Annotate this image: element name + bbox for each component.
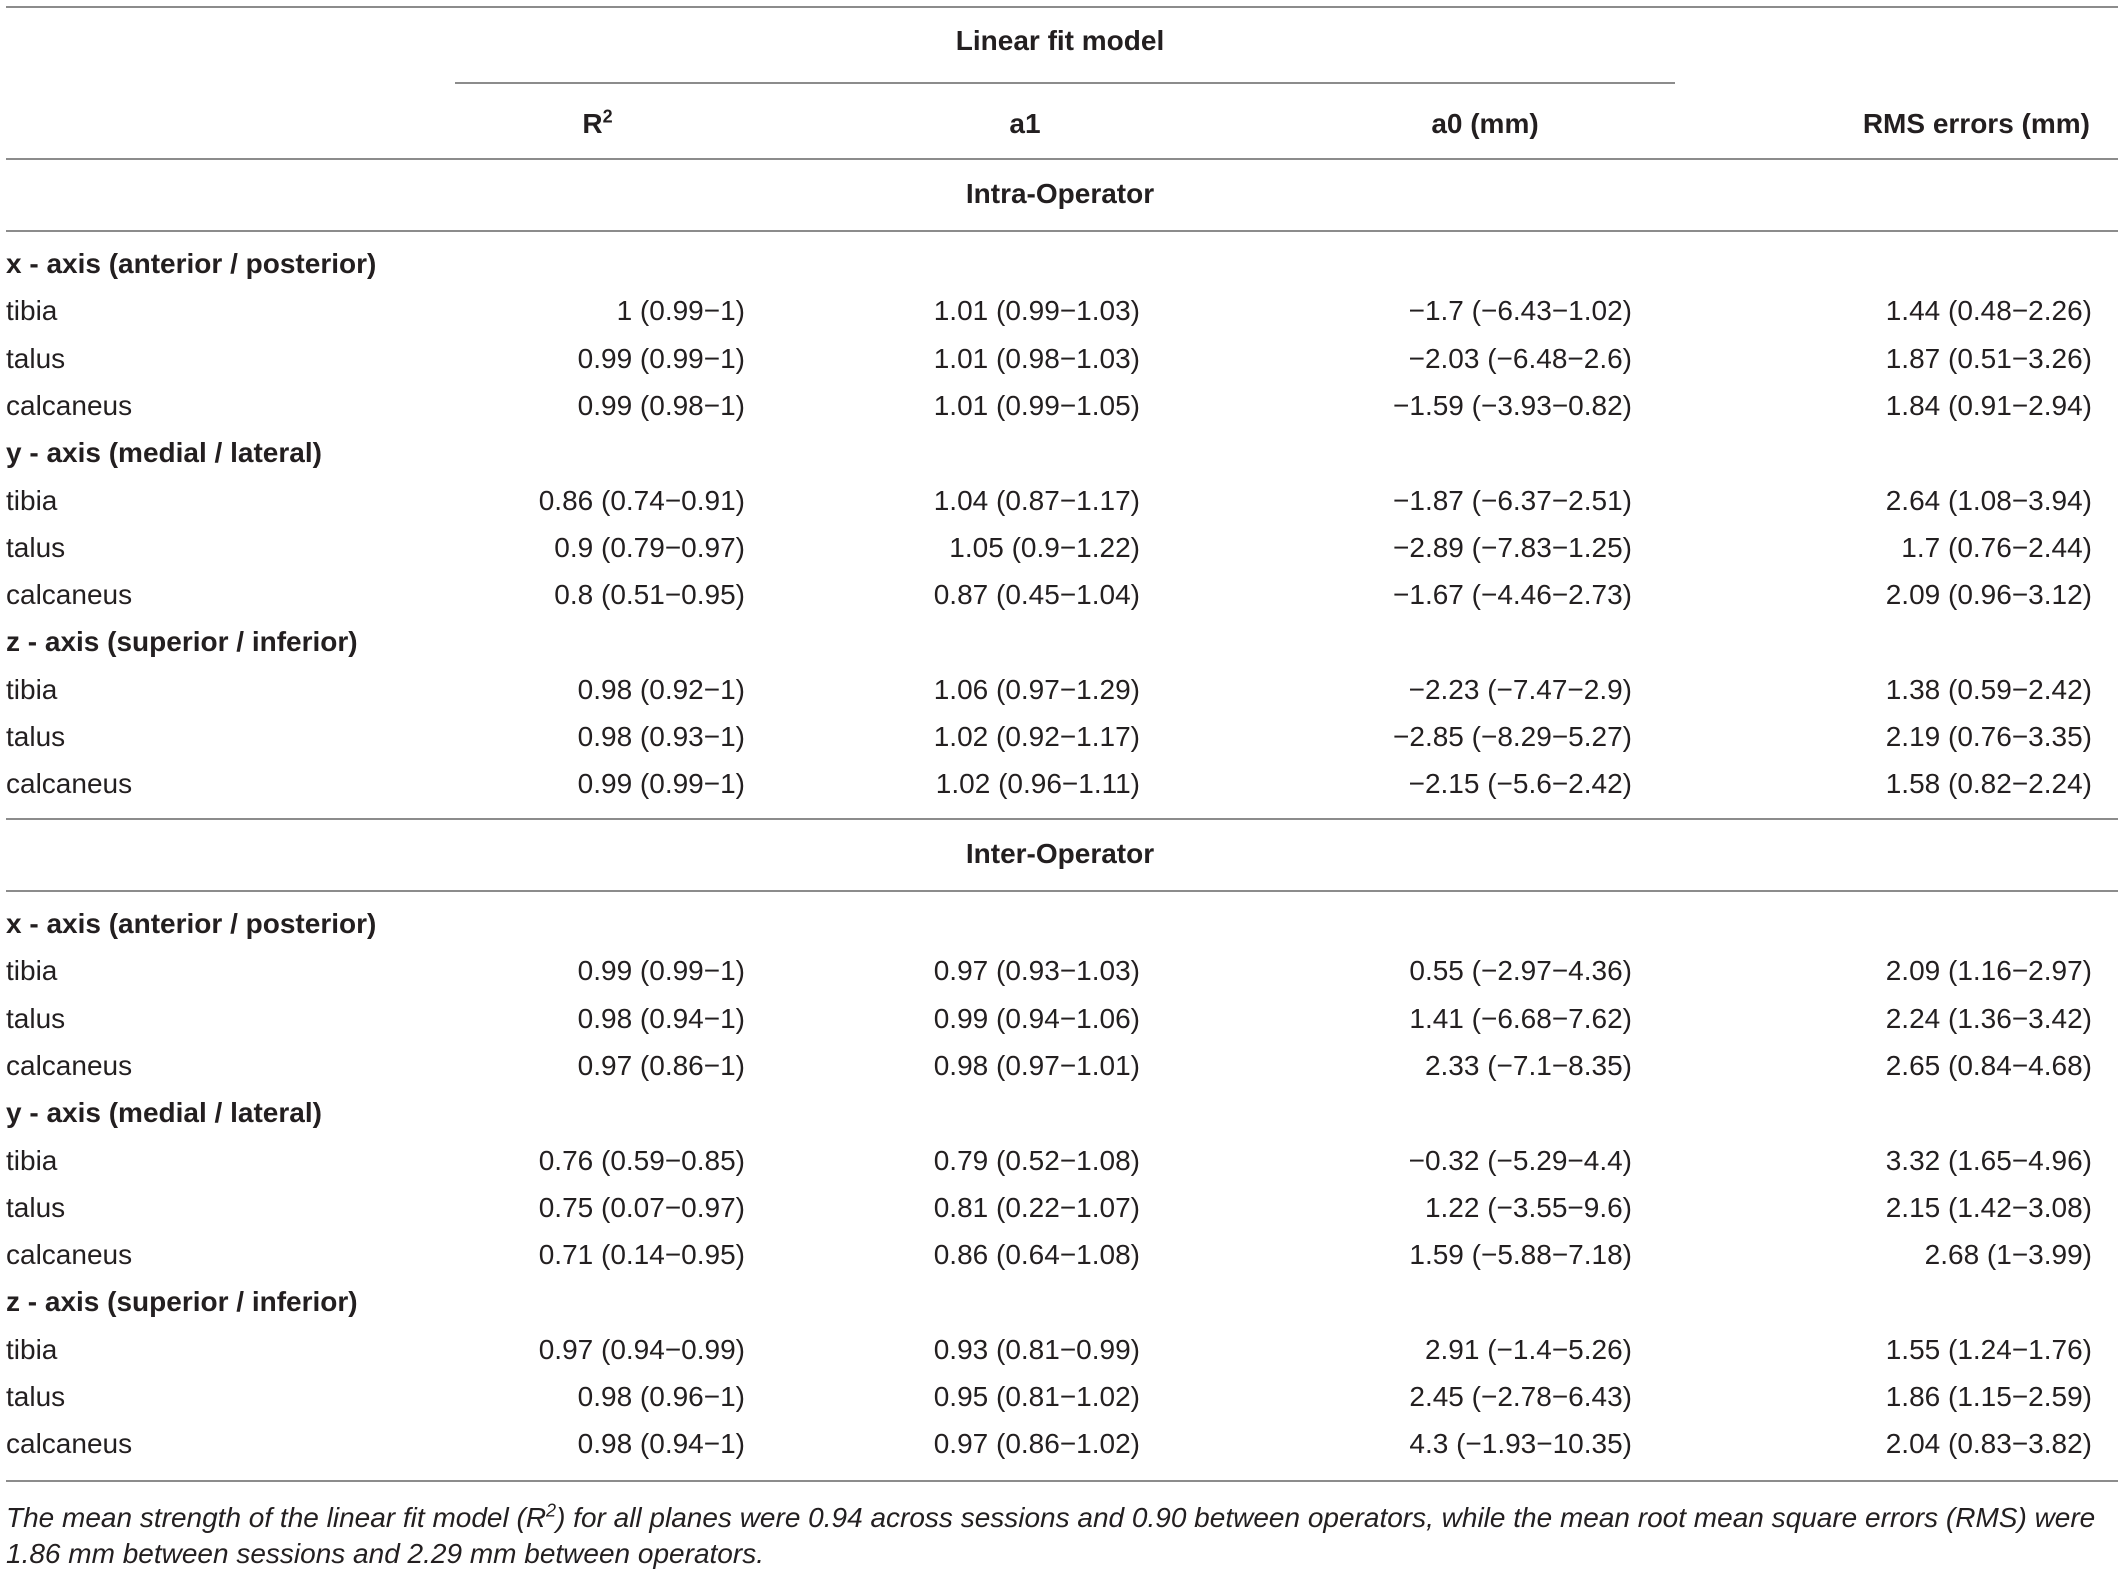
group-header-rule xyxy=(455,82,1675,84)
cell-r2: 0.8 (0.51−0.95) xyxy=(554,579,745,611)
cell-a0: 0.55 (−2.97−4.36) xyxy=(1409,955,1632,987)
cell-a1: 0.86 (0.64−1.08) xyxy=(933,1239,1140,1271)
cell-rms: 1.55 (1.24−1.76) xyxy=(1885,1333,2092,1365)
cell-rms: 1.7 (0.76−2.44) xyxy=(1901,531,2092,563)
cell-r2: 0.75 (0.07−0.97) xyxy=(538,1191,745,1223)
row-label: calcaneus xyxy=(6,1428,133,1460)
cell-a1: 0.97 (0.86−1.02) xyxy=(933,1428,1140,1460)
cell-r2: 0.76 (0.59−0.85) xyxy=(538,1144,745,1176)
cell-rms: 2.24 (1.36−3.42) xyxy=(1885,1002,2092,1034)
cell-rms: 1.58 (0.82−2.24) xyxy=(1885,768,2092,800)
cell-r2: 0.9 (0.79−0.97) xyxy=(554,531,745,563)
cell-a1: 1.02 (0.92−1.17) xyxy=(933,721,1140,752)
cell-r2: 0.97 (0.86−1) xyxy=(577,1049,745,1081)
row-label: talus xyxy=(6,342,66,374)
row-label: talus xyxy=(6,531,66,563)
cell-r2: 0.97 (0.94−0.99) xyxy=(538,1333,745,1365)
row-label: calcaneus xyxy=(6,579,133,611)
cell-r2: 0.98 (0.94−1) xyxy=(577,1002,745,1034)
cell-r2: 0.98 (0.94−1) xyxy=(577,1428,745,1460)
table-caption xyxy=(6,1500,2112,1572)
row-label: calcaneus xyxy=(6,1049,133,1081)
cell-r2: 1 (0.99−1) xyxy=(616,295,745,327)
row-label: tibia xyxy=(6,1333,58,1365)
cell-a1: 1.04 (0.87−1.17) xyxy=(933,484,1140,516)
caption-text-2: ) for all planes were 0.94 across sessions and 0.90 between operators, while the mean root mean square errors (RMS) were 1.86 mm between sessions and 2.29 mm between operators. xyxy=(6,1502,2096,1569)
cell-a1: 0.98 (0.97−1.01) xyxy=(933,1049,1140,1081)
row-label: tibia xyxy=(6,295,58,327)
cell-a0: −2.23 (−7.47−2.9) xyxy=(1408,673,1632,705)
cell-rms: 1.44 (0.48−2.26) xyxy=(1885,295,2092,327)
section-rule xyxy=(6,230,2118,232)
group-header-linear-fit: Linear fit model xyxy=(955,25,1165,56)
column-header-r2 xyxy=(455,107,740,141)
cell-a0: 1.22 (−3.55−9.6) xyxy=(1424,1191,1632,1223)
cell-a1: 0.97 (0.93−1.03) xyxy=(933,955,1140,987)
cell-a1: 1.05 (0.9−1.22) xyxy=(949,531,1140,563)
cell-a0: −2.85 (−8.29−5.27) xyxy=(1393,721,1632,752)
column-header-a0: a0 (mm) xyxy=(1431,108,1539,139)
cell-a1: 0.99 (0.94−1.06) xyxy=(933,1002,1140,1034)
cell-a1: 1.01 (0.98−1.03) xyxy=(933,342,1140,374)
caption-text-1: The mean strength of the linear fit model (R xyxy=(6,1502,547,1533)
cell-rms: 2.15 (1.42−3.08) xyxy=(1885,1191,2092,1223)
cell-a1: 1.01 (0.99−1.05) xyxy=(933,389,1140,421)
cell-r2: 0.71 (0.14−0.95) xyxy=(538,1239,745,1271)
column-header-a1: a1 xyxy=(1009,108,1041,139)
row-label: talus xyxy=(6,1381,66,1412)
cell-a0: 4.3 (−1.93−10.35) xyxy=(1409,1428,1632,1460)
cell-a0: 1.59 (−5.88−7.18) xyxy=(1409,1239,1632,1271)
cell-rms: 1.38 (0.59−2.42) xyxy=(1885,673,2092,705)
cell-a0: −2.89 (−7.83−1.25) xyxy=(1393,531,1632,563)
row-label: talus xyxy=(6,1191,66,1223)
cell-r2: 0.99 (0.99−1) xyxy=(577,768,745,800)
cell-a0: −1.7 (−6.43−1.02) xyxy=(1408,295,1632,327)
bottom-rule xyxy=(6,1480,2118,1482)
cell-rms: 2.68 (1−3.99) xyxy=(1924,1239,2092,1271)
cell-a1: 0.95 (0.81−1.02) xyxy=(933,1381,1140,1412)
cell-rms: 2.09 (1.16−2.97) xyxy=(1885,955,2092,987)
cell-r2: 0.86 (0.74−0.91) xyxy=(538,484,745,516)
axis-group-label: z - axis (superior / inferior) xyxy=(6,626,358,658)
cell-rms: 1.87 (0.51−3.26) xyxy=(1885,342,2092,374)
axis-group-label: z - axis (superior / inferior) xyxy=(6,1286,358,1318)
cell-rms: 3.32 (1.65−4.96) xyxy=(1885,1144,2092,1176)
axis-group-label: y - axis (medial / lateral) xyxy=(6,1097,322,1129)
row-label: talus xyxy=(6,721,66,752)
cell-a1: 0.93 (0.81−0.99) xyxy=(933,1333,1140,1365)
cell-rms: 2.65 (0.84−4.68) xyxy=(1885,1049,2092,1081)
cell-a0: −1.87 (−6.37−2.51) xyxy=(1393,484,1632,516)
cell-r2: 0.98 (0.96−1) xyxy=(577,1381,745,1412)
row-label: tibia xyxy=(6,673,58,705)
cell-rms: 2.09 (0.96−3.12) xyxy=(1885,579,2092,611)
cell-r2: 0.99 (0.98−1) xyxy=(577,389,745,421)
row-label: calcaneus xyxy=(6,768,133,800)
cell-a0: −1.59 (−3.93−0.82) xyxy=(1393,389,1632,421)
cell-a1: 0.81 (0.22−1.07) xyxy=(933,1191,1140,1223)
cell-rms: 2.64 (1.08−3.94) xyxy=(1885,484,2092,516)
cell-a0: −0.32 (−5.29−4.4) xyxy=(1408,1144,1632,1176)
cell-a1: 0.87 (0.45−1.04) xyxy=(933,579,1140,611)
axis-group-label: y - axis (medial / lateral) xyxy=(6,437,322,469)
row-label: calcaneus xyxy=(6,389,133,421)
row-label: tibia xyxy=(6,1144,58,1176)
cell-a0: −2.03 (−6.48−2.6) xyxy=(1408,342,1632,374)
axis-group-label: x - axis (anterior / posterior) xyxy=(6,908,377,939)
column-header-rms: RMS errors (mm) xyxy=(1862,108,2090,139)
column-header-r2-sup: 2 xyxy=(602,106,613,127)
cell-r2: 0.98 (0.92−1) xyxy=(577,673,745,705)
column-header-r2-text: R xyxy=(582,108,603,139)
section-title: Inter-Operator xyxy=(965,838,1155,869)
caption-sup: 2 xyxy=(546,1500,557,1521)
axis-group-label: x - axis (anterior / posterior) xyxy=(6,248,377,279)
cell-a0: 2.33 (−7.1−8.35) xyxy=(1424,1049,1632,1081)
cell-a0: 1.41 (−6.68−7.62) xyxy=(1409,1002,1632,1034)
section-title: Intra-Operator xyxy=(965,178,1155,209)
cell-a1: 1.01 (0.99−1.03) xyxy=(933,295,1140,327)
cell-rms: 1.84 (0.91−2.94) xyxy=(1885,389,2092,421)
cell-a1: 0.79 (0.52−1.08) xyxy=(933,1144,1140,1176)
row-label: tibia xyxy=(6,955,58,987)
cell-r2: 0.99 (0.99−1) xyxy=(577,342,745,374)
cell-rms: 1.86 (1.15−2.59) xyxy=(1885,1381,2092,1412)
cell-r2: 0.99 (0.99−1) xyxy=(577,955,745,987)
cell-a1: 1.06 (0.97−1.29) xyxy=(933,673,1140,705)
header-bottom-rule xyxy=(6,158,2118,160)
cell-rms: 2.19 (0.76−3.35) xyxy=(1885,721,2092,752)
cell-rms: 2.04 (0.83−3.82) xyxy=(1885,1428,2092,1460)
cell-r2: 0.98 (0.93−1) xyxy=(577,721,745,752)
top-rule xyxy=(6,6,2118,8)
cell-a1: 1.02 (0.96−1.11) xyxy=(935,768,1140,800)
row-label: calcaneus xyxy=(6,1239,133,1271)
cell-a0: −2.15 (−5.6−2.42) xyxy=(1408,768,1632,800)
section-divider-rule xyxy=(6,818,2118,820)
cell-a0: −1.67 (−4.46−2.73) xyxy=(1393,579,1632,611)
row-label: talus xyxy=(6,1002,66,1034)
cell-a0: 2.91 (−1.4−5.26) xyxy=(1424,1333,1632,1365)
section-rule xyxy=(6,890,2118,892)
cell-a0: 2.45 (−2.78−6.43) xyxy=(1409,1381,1632,1412)
row-label: tibia xyxy=(6,484,58,516)
